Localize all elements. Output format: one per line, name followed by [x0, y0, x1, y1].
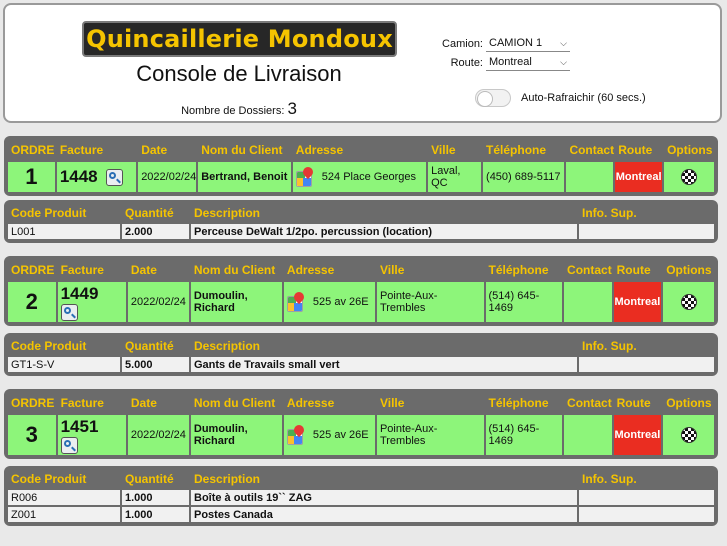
route-badge: Montreal	[615, 162, 662, 192]
col-description: Description	[194, 206, 261, 220]
col-options: Options	[666, 263, 712, 277]
item-code: L001	[8, 224, 120, 239]
col-ordre: ORDRE	[11, 396, 55, 410]
item-quantity: 5.000	[122, 357, 189, 372]
google-maps-icon[interactable]	[296, 167, 314, 187]
order-table	[6, 258, 716, 324]
order-number: 1	[8, 162, 55, 192]
order-date: 2022/02/24	[128, 415, 189, 455]
col-ville: Ville	[379, 263, 405, 277]
col-client: Nom du Client	[193, 396, 276, 410]
city: Pointe-Aux-Trembles	[377, 282, 484, 322]
order-date: 2022/02/24	[138, 162, 196, 192]
address-cell	[284, 415, 375, 455]
col-description: Description	[194, 472, 261, 486]
order-date: 2022/02/24	[128, 282, 189, 322]
checkered-flag-icon[interactable]	[681, 294, 697, 310]
camion-select[interactable]	[486, 35, 570, 52]
items-table	[6, 335, 716, 374]
col-facture: Facture	[60, 263, 104, 277]
toggle-knob	[477, 91, 493, 107]
magnifier-icon[interactable]	[106, 169, 123, 186]
items-table	[6, 202, 716, 241]
col-route: Route	[616, 263, 651, 277]
dossiers-count: 3	[287, 99, 297, 118]
item-description: Perceuse DeWalt 1/2po. percussion (location)	[191, 224, 577, 239]
invoice-number: 1449	[60, 283, 99, 303]
auto-refresh-label: Auto-Rafraichir (60 secs.)	[521, 92, 646, 104]
order-table	[6, 138, 716, 194]
order-card	[4, 136, 718, 196]
magnifier-icon[interactable]	[61, 437, 78, 454]
options-cell	[663, 415, 714, 455]
google-maps-icon[interactable]	[287, 425, 305, 445]
item-quantity: 1.000	[122, 490, 189, 505]
camion-value: CAMION 1	[489, 37, 543, 49]
col-description: Description	[194, 339, 261, 353]
col-date: Date	[130, 396, 157, 410]
col-route: Route	[618, 143, 653, 157]
store-logo	[82, 21, 397, 57]
route-select[interactable]	[486, 54, 570, 71]
items-card	[4, 333, 718, 376]
col-adresse: Adresse	[295, 143, 344, 157]
item-row	[8, 224, 714, 239]
client-name: Dumoulin, Richard	[191, 282, 282, 322]
col-quantite: Quantité	[125, 206, 174, 220]
item-description: Postes Canada	[191, 507, 577, 522]
item-row	[8, 357, 714, 372]
col-telephone: Téléphone	[488, 396, 549, 410]
chevron-down-icon: ⌵	[560, 37, 567, 48]
route-label: Route:	[450, 56, 483, 69]
route-badge: Montreal	[614, 415, 662, 455]
invoice-cell	[57, 162, 136, 192]
col-code-produit: Code Produit	[11, 339, 87, 353]
options-cell	[663, 282, 714, 322]
dossiers-label: Nombre de Dossiers:	[181, 105, 285, 117]
contact	[564, 282, 612, 322]
col-client: Nom du Client	[193, 263, 276, 277]
client-name: Dumoulin, Richard	[191, 415, 282, 455]
order-number: 2	[8, 282, 56, 322]
col-adresse: Adresse	[286, 396, 335, 410]
address-cell	[284, 282, 375, 322]
contact	[566, 162, 613, 192]
col-info-sup: Info. Sup.	[582, 339, 637, 353]
col-quantite: Quantité	[125, 472, 174, 486]
col-ville: Ville	[379, 396, 405, 410]
invoice-cell	[58, 415, 126, 455]
invoice-cell	[58, 282, 126, 322]
client-name: Bertrand, Benoit	[198, 162, 291, 192]
item-quantity: 2.000	[122, 224, 189, 239]
col-ville: Ville	[431, 143, 456, 157]
col-code-produit: Code Produit	[11, 206, 87, 220]
camion-row	[435, 35, 570, 52]
col-info-sup: Info. Sup.	[582, 472, 637, 486]
order-card	[4, 389, 718, 459]
address-text: 525 av 26E	[312, 429, 369, 441]
col-client: Nom du Client	[201, 143, 283, 157]
item-info	[579, 490, 714, 505]
route-row	[435, 54, 570, 71]
phone: (514) 645-1469	[486, 415, 563, 455]
camion-label: Camion:	[442, 37, 483, 50]
col-ordre: ORDRE	[11, 263, 55, 277]
col-contact: Contact	[567, 263, 612, 277]
order-row	[8, 282, 714, 322]
auto-refresh-toggle[interactable]	[475, 89, 511, 107]
order-row	[8, 415, 714, 455]
items-card	[4, 466, 718, 526]
item-row	[8, 507, 714, 522]
phone: (450) 689-5117	[483, 162, 564, 192]
col-telephone: Téléphone	[486, 143, 547, 157]
auto-refresh-row	[475, 89, 646, 107]
col-telephone: Téléphone	[488, 263, 549, 277]
header-panel	[3, 3, 722, 123]
route-badge: Montreal	[614, 282, 662, 322]
item-quantity: 1.000	[122, 507, 189, 522]
order-card	[4, 256, 718, 326]
options-cell	[664, 162, 714, 192]
item-info	[579, 357, 714, 372]
order-row	[8, 162, 714, 192]
checkered-flag-icon[interactable]	[681, 169, 697, 185]
items-card	[4, 200, 718, 243]
item-row	[8, 490, 714, 505]
route-value: Montreal	[489, 56, 532, 68]
chevron-down-icon: ⌵	[560, 56, 567, 67]
col-facture: Facture	[60, 396, 104, 410]
page-title: Console de Livraison	[136, 61, 342, 86]
invoice-number: 1448	[59, 167, 98, 186]
item-description: Boîte à outils 19`` ZAG	[191, 490, 577, 505]
items-table	[6, 468, 716, 524]
item-info	[579, 507, 714, 522]
col-route: Route	[616, 396, 651, 410]
contact	[564, 415, 612, 455]
col-date: Date	[141, 143, 168, 157]
item-code: Z001	[8, 507, 120, 522]
col-contact: Contact	[569, 143, 615, 157]
order-number: 3	[8, 415, 56, 455]
dossiers-summary	[5, 99, 473, 119]
magnifier-icon[interactable]	[61, 304, 78, 321]
checkered-flag-icon[interactable]	[681, 427, 697, 443]
col-date: Date	[130, 263, 157, 277]
col-options: Options	[667, 143, 713, 157]
item-code: GT1-S-V	[8, 357, 120, 372]
col-facture: Facture	[59, 143, 104, 157]
item-code: R006	[8, 490, 120, 505]
col-options: Options	[666, 396, 712, 410]
city: Pointe-Aux-Trembles	[377, 415, 484, 455]
col-code-produit: Code Produit	[11, 472, 87, 486]
col-adresse: Adresse	[286, 263, 335, 277]
col-ordre: ORDRE	[11, 143, 55, 157]
item-description: Gants de Travails small vert	[191, 357, 577, 372]
city: Laval, QC	[428, 162, 481, 192]
item-info	[579, 224, 714, 239]
col-info-sup: Info. Sup.	[582, 206, 637, 220]
store-logo-text: Quincaillerie Mondoux	[86, 25, 393, 53]
google-maps-icon[interactable]	[287, 292, 305, 312]
address-text: 524 Place Georges	[321, 171, 416, 183]
col-contact: Contact	[567, 396, 612, 410]
phone: (514) 645-1469	[486, 282, 563, 322]
address-text: 525 av 26E	[312, 296, 369, 308]
invoice-number: 1451	[60, 416, 99, 436]
order-table	[6, 391, 716, 457]
col-quantite: Quantité	[125, 339, 174, 353]
address-cell	[293, 162, 426, 192]
